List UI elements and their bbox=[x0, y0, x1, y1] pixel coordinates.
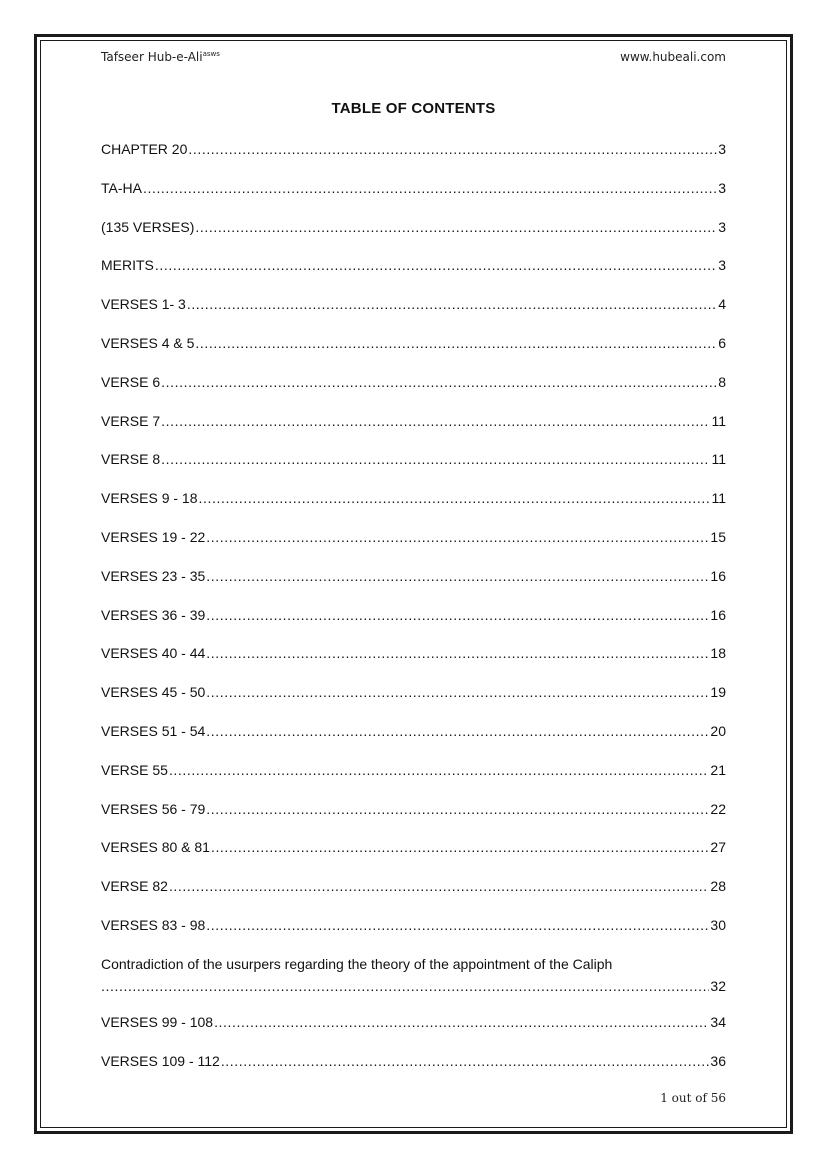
toc-entry-label: VERSES 36 - 39 bbox=[101, 606, 206, 623]
toc-leader-dots bbox=[169, 760, 709, 780]
toc-entry-page: 11 bbox=[711, 412, 726, 429]
toc-leader-dots bbox=[195, 333, 717, 353]
toc-entry-page: 21 bbox=[710, 761, 726, 778]
toc-entry-label[interactable]: Contradiction of the usurpers regarding the theory of the appointment of the Caliph bbox=[101, 955, 613, 972]
toc-leader-dots bbox=[206, 915, 709, 935]
toc-entry-page: 8 bbox=[718, 373, 726, 390]
toc-entry[interactable] bbox=[101, 643, 726, 663]
toc-entry-label: VERSES 51 - 54 bbox=[101, 723, 206, 739]
toc-entry[interactable] bbox=[101, 605, 726, 625]
toc-entry[interactable] bbox=[101, 976, 726, 996]
toc-entry[interactable] bbox=[101, 1051, 726, 1071]
toc-entry-label: MERITS bbox=[101, 257, 154, 274]
toc-entry-label: VERSES 56 - 79 bbox=[101, 800, 206, 817]
toc-leader-dots bbox=[161, 372, 717, 392]
toc-entry[interactable] bbox=[101, 255, 726, 275]
toc-entry-page: 19 bbox=[710, 684, 726, 701]
toc-entry-page: 3 bbox=[718, 218, 726, 235]
toc-entry-label: CHAPTER 20 bbox=[101, 141, 188, 157]
toc-entry[interactable] bbox=[101, 488, 726, 508]
toc-leader-dots bbox=[155, 255, 717, 275]
toc-leader-dots bbox=[214, 1012, 709, 1032]
toc-entry-page: 3 bbox=[718, 179, 726, 196]
toc-entry-label: VERSES 83 - 98 bbox=[101, 917, 206, 933]
toc-entry[interactable] bbox=[101, 837, 726, 857]
toc-entry-page: 27 bbox=[710, 839, 726, 856]
toc-entry[interactable] bbox=[101, 876, 726, 896]
toc-entry-label: VERSES 4 & 5 bbox=[101, 335, 195, 351]
toc-entry-page: 3 bbox=[718, 257, 726, 274]
toc-entry-label: VERSE 6 bbox=[101, 373, 161, 390]
toc-entry[interactable] bbox=[101, 566, 726, 586]
toc-entry-page: 32 bbox=[710, 977, 726, 994]
header-website-url[interactable]: www.hubeali.com bbox=[620, 50, 726, 64]
toc-leader-dots bbox=[161, 449, 710, 469]
toc-leader-dots bbox=[221, 1051, 710, 1071]
toc-leader-dots bbox=[206, 682, 709, 702]
toc-entry-label: VERSE 82 bbox=[101, 878, 168, 895]
toc-entry-page: 16 bbox=[710, 567, 726, 584]
toc-entry-page: 11 bbox=[711, 490, 726, 507]
toc-heading: TABLE OF CONTENTS bbox=[331, 100, 496, 117]
toc-entry[interactable] bbox=[101, 1012, 726, 1032]
toc-leader-dots bbox=[143, 178, 717, 198]
toc-leader-dots bbox=[206, 527, 709, 547]
toc-entry-label: VERSES 80 & 81 bbox=[101, 839, 210, 856]
toc-leader-dots bbox=[199, 488, 711, 508]
toc-entry[interactable] bbox=[101, 721, 726, 741]
toc-entry-page: 6 bbox=[718, 335, 726, 351]
toc-entry-label: VERSES 9 - 18 bbox=[101, 490, 198, 507]
toc-leader-dots bbox=[187, 294, 717, 314]
toc-leader-dots bbox=[161, 411, 710, 431]
toc-entry-label: TA-HA bbox=[101, 179, 142, 196]
toc-entry-page: 15 bbox=[710, 529, 726, 545]
toc-entry[interactable] bbox=[101, 178, 726, 198]
toc-entry-label: VERSE 55 bbox=[101, 761, 168, 778]
toc-entry-page: 11 bbox=[711, 451, 726, 468]
toc-leader-dots bbox=[206, 721, 709, 741]
toc-entry[interactable] bbox=[101, 760, 726, 780]
toc-entry-label: VERSE 7 bbox=[101, 412, 161, 429]
toc-leader-dots bbox=[211, 837, 709, 857]
toc-entry-label: VERSES 1- 3 bbox=[101, 296, 186, 313]
toc-entry-label: VERSES 45 - 50 bbox=[101, 684, 206, 701]
toc-entry[interactable] bbox=[101, 682, 726, 702]
toc-entry[interactable] bbox=[101, 527, 726, 547]
toc-entry[interactable] bbox=[101, 294, 726, 314]
toc-leader-dots bbox=[101, 976, 709, 996]
toc-entry-label: VERSES 109 - 112 bbox=[101, 1052, 220, 1069]
toc-entry-label: (135 VERSES) bbox=[101, 218, 195, 235]
toc-leader-dots bbox=[188, 139, 717, 159]
toc-entry-label: VERSES 40 - 44 bbox=[101, 645, 206, 662]
toc-entry-page: 30 bbox=[710, 917, 726, 933]
toc-entry-page: 28 bbox=[710, 878, 726, 895]
toc-entry-page: 20 bbox=[710, 723, 726, 739]
toc-entry-label: VERSES 19 - 22 bbox=[101, 529, 206, 545]
toc-entry-page: 36 bbox=[710, 1052, 726, 1069]
toc-entry-page: 18 bbox=[710, 645, 726, 662]
toc-entry-page: 22 bbox=[710, 800, 726, 817]
toc-entry-page: 4 bbox=[718, 296, 726, 313]
toc-entry[interactable] bbox=[101, 333, 726, 353]
toc-entry-page: 3 bbox=[718, 141, 726, 157]
toc-leader-dots bbox=[195, 217, 717, 237]
toc-leader-dots bbox=[206, 605, 709, 625]
toc-entry[interactable] bbox=[101, 449, 726, 469]
toc-entry[interactable] bbox=[101, 139, 726, 159]
header-title-text: Tafseer Hub-e-Ali bbox=[101, 50, 203, 64]
toc-entry-label: VERSE 8 bbox=[101, 451, 161, 468]
toc-entry[interactable] bbox=[101, 799, 726, 819]
toc-leader-dots bbox=[206, 799, 709, 819]
toc-entry[interactable] bbox=[101, 217, 726, 237]
toc-entry-label: VERSES 23 - 35 bbox=[101, 567, 206, 584]
toc-entry[interactable] bbox=[101, 915, 726, 935]
toc-entry-label: VERSES 99 - 108 bbox=[101, 1014, 214, 1031]
toc-leader-dots bbox=[206, 643, 709, 663]
toc-leader-dots bbox=[169, 876, 709, 896]
table-of-contents bbox=[101, 0, 726, 1169]
toc-entry[interactable] bbox=[101, 411, 726, 431]
toc-entry[interactable] bbox=[101, 372, 726, 392]
header-title-superscript: asws bbox=[202, 50, 220, 58]
toc-entry-page: 16 bbox=[710, 606, 726, 623]
toc-leader-dots bbox=[206, 566, 709, 586]
footer-page-indicator: 1 out of 56 bbox=[660, 1091, 726, 1105]
toc-entry-page: 34 bbox=[710, 1014, 726, 1031]
